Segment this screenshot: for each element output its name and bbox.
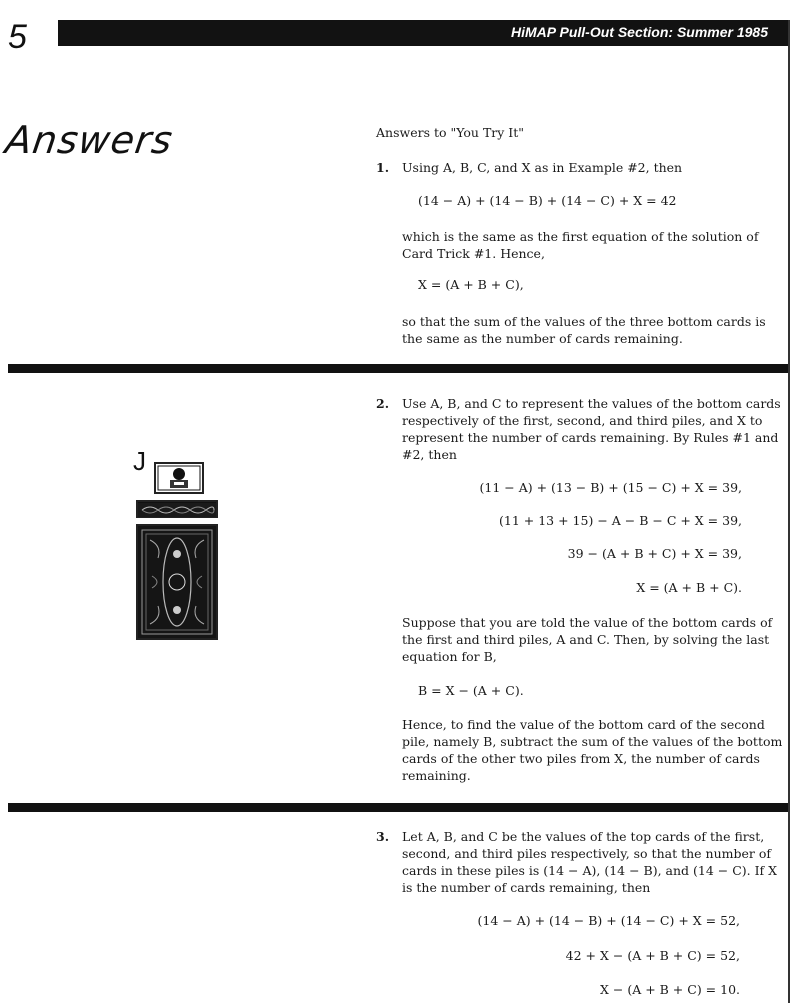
answer-1-equation-2: X = (A + B + C), [418,277,524,292]
card-back-icon [136,524,218,640]
header-bar [58,20,788,46]
card-back-strip-icon [136,500,218,518]
jack-card-icon [154,462,204,494]
answer-2-text-c: Hence, to find the value of the bottom card of the second pile, namely B, subtract the sum of the values of the bottom cards of the other two piles from X, the number of cards remaining. [402,717,783,783]
answer-2-text-a: Use A, B, and C to represent the values of the bottom cards respectively of the first, second, and third piles, and X to represent the number of cards remaining. By Rules #1 and #2, then [402,396,781,462]
running-title: HiMAP Pull-Out Section: Summer 1985 [511,24,768,40]
answer-2-equation-1: (11 − A) + (13 − B) + (15 − C) + X = 39, [479,480,742,495]
card-label: J [133,446,146,476]
intro-heading: Answers to "You Try It" [376,125,524,140]
answer-1-text-c: so that the sum of the values of the three bottom cards is the same as the number of cards remaining. [402,314,766,346]
playing-card-illustration [130,440,225,640]
answer-2-equation-4: X = (A + B + C). [636,580,742,595]
answer-2-text-b: Suppose that you are told the value of the bottom cards of the first and third piles, A and C. Then, by solving the last equation for B, [402,615,773,664]
answer-3-number: 3. [376,829,390,844]
section-title: Answers [2,118,176,162]
answer-3-equation-3: X − (A + B + C) = 10. [600,982,740,997]
answer-2-number: 2. [376,396,390,411]
answer-3-equation-1: (14 − A) + (14 − B) + (14 − C) + X = 52, [477,913,740,928]
answer-2-equation-2: (11 + 13 + 15) − A − B − C + X = 39, [499,513,742,528]
answer-1-text-a: Using A, B, C, and X as in Example #2, then [402,160,683,175]
answer-2-equation-5: B = X − (A + C). [418,683,524,698]
answer-1-text-b: which is the same as the first equation of the solution of Card Trick #1. Hence, [402,229,759,261]
section-divider-2 [8,803,788,812]
right-margin-rule [788,20,790,1003]
page-number: 5 [8,18,27,56]
section-divider-1 [8,364,788,373]
answer-3-text-a: Let A, B, and C be the values of the top cards of the first, second, and third piles respectively, so that the number of cards in these piles is (14 − A), (14 − B), and (14 − C). If X is the number of cards remaining, then [402,829,778,895]
answer-1-number: 1. [376,160,390,175]
answer-3-equation-2: 42 + X − (A + B + C) = 52, [565,948,740,963]
answer-1-equation-1: (14 − A) + (14 − B) + (14 − C) + X = 42 [418,193,677,208]
answer-2-equation-3: 39 − (A + B + C) + X = 39, [567,546,742,561]
